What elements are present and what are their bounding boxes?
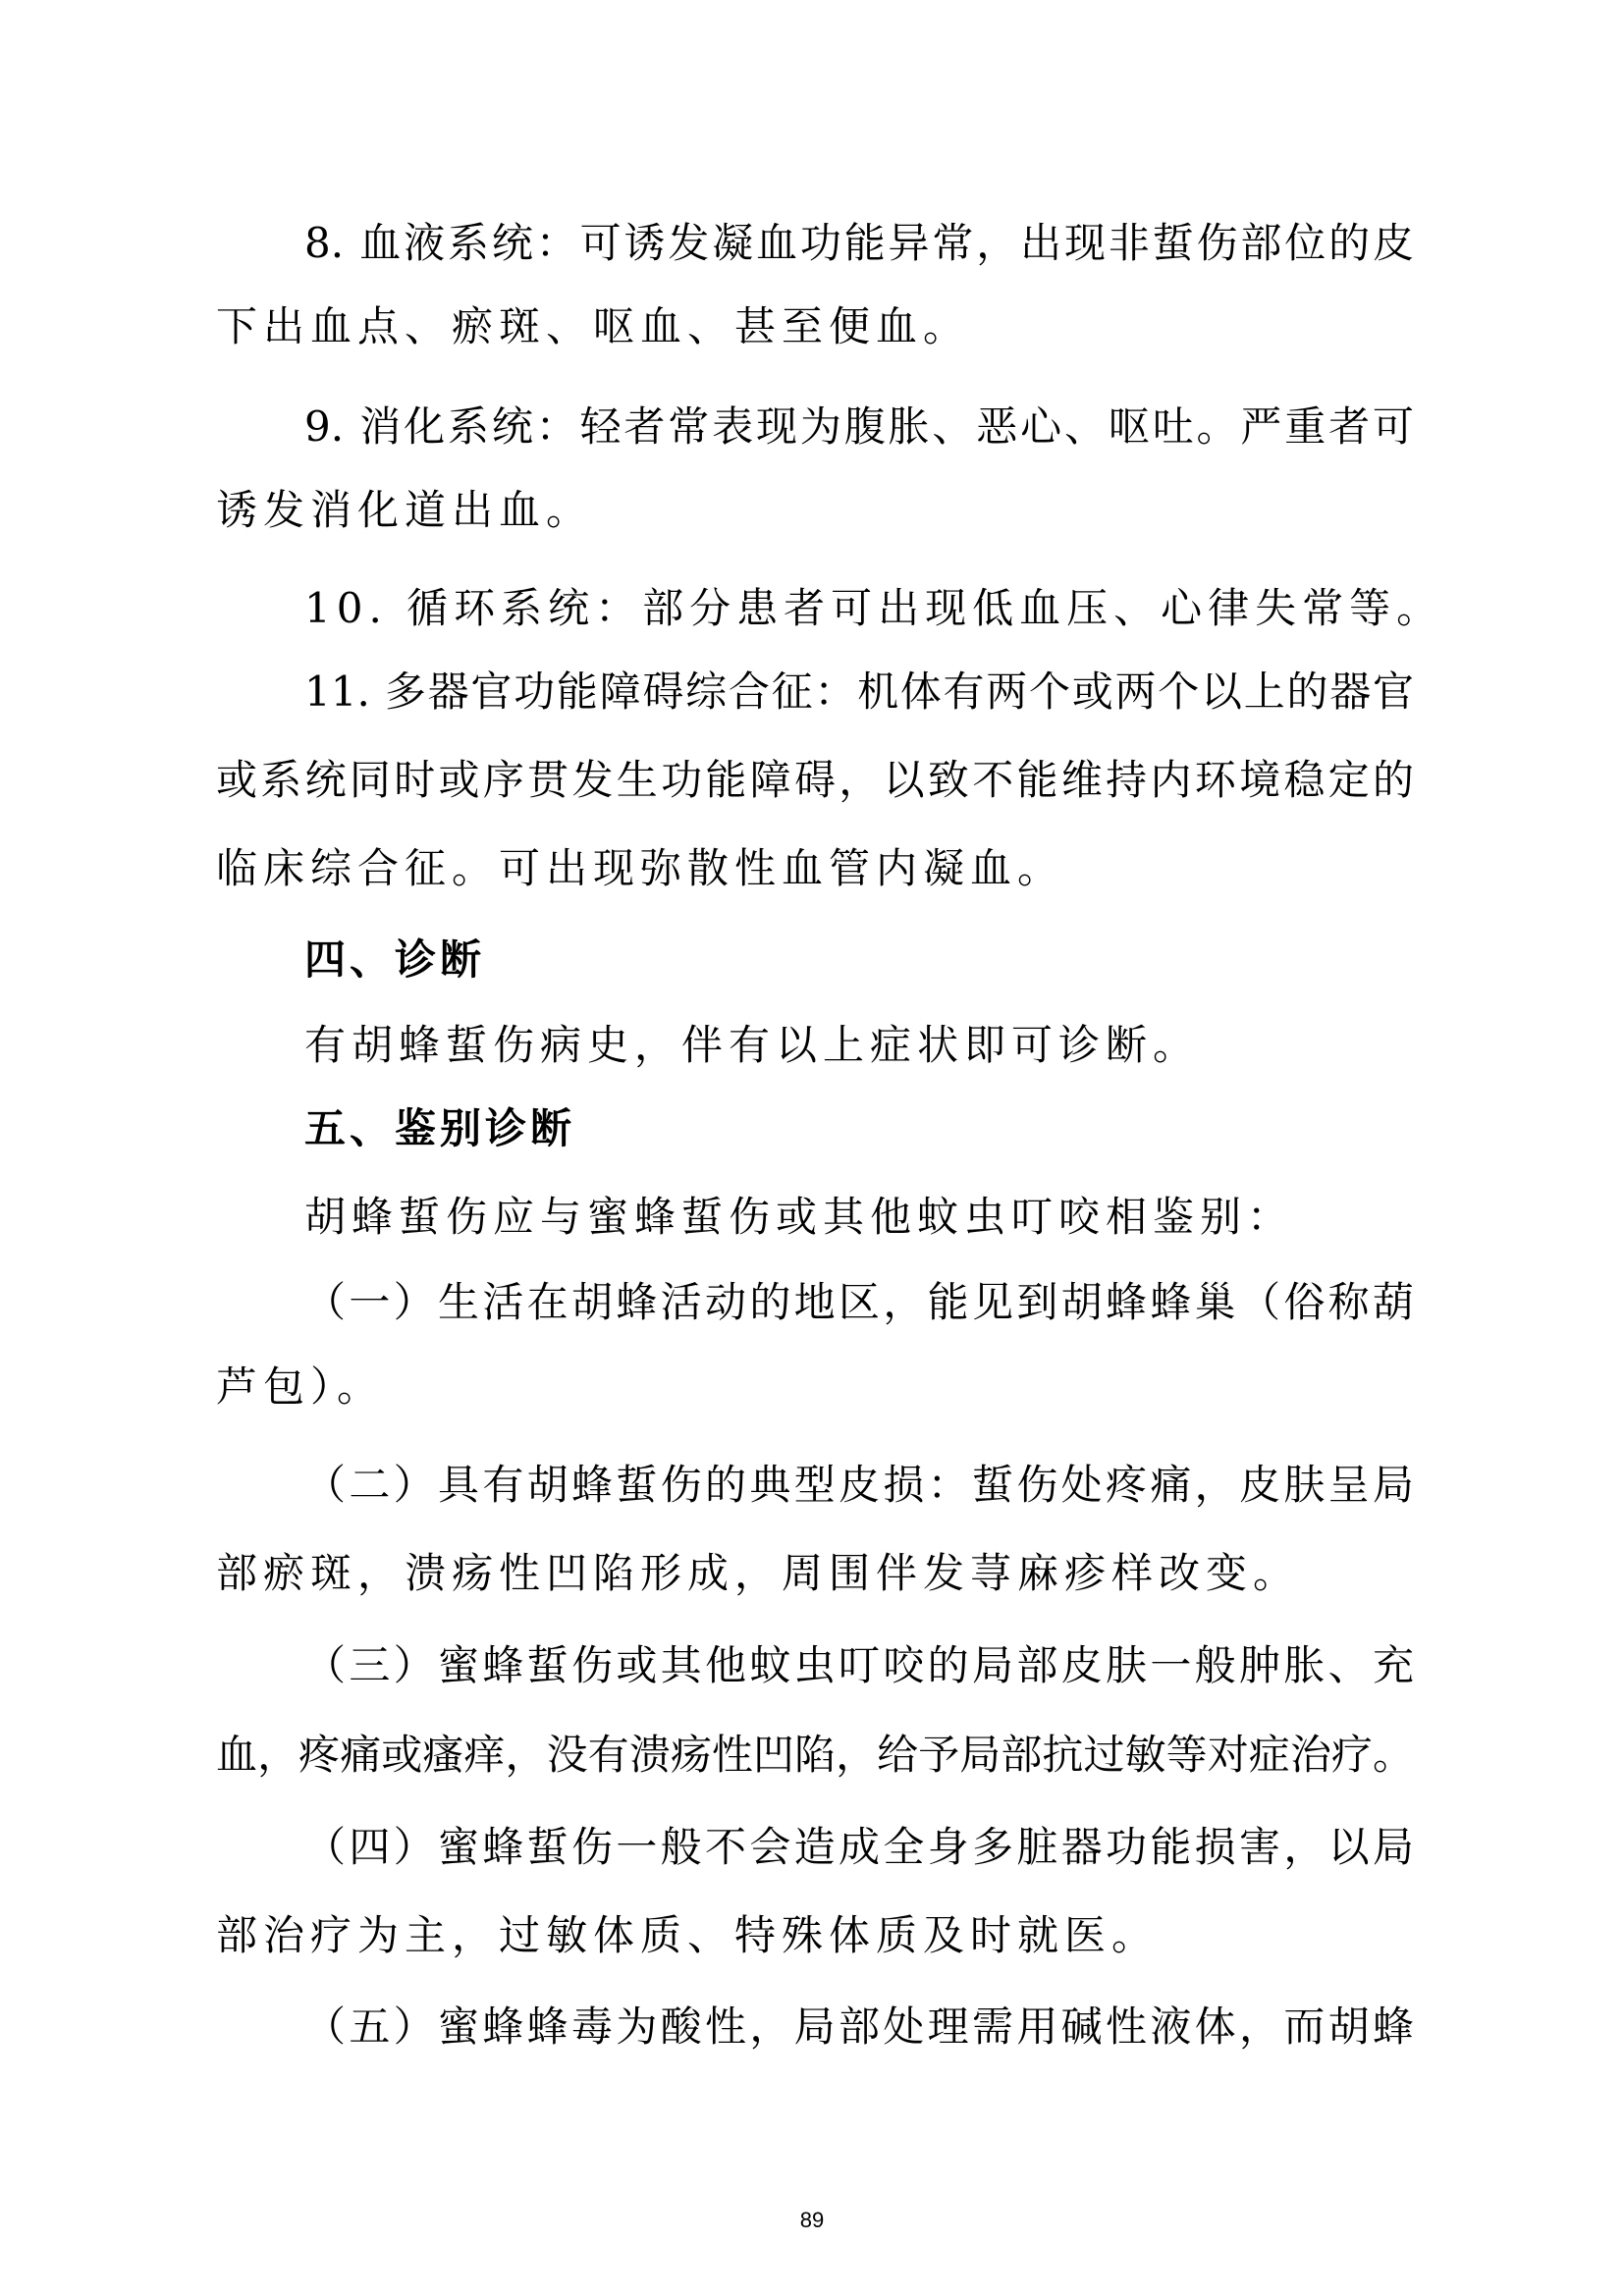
list-item-1-line2: 芦包）。 (216, 1362, 385, 1411)
paragraph-blood-system-line2: 下出血点、瘀斑、呕血、甚至便血。 (216, 302, 971, 350)
page-number: 89 (799, 2208, 825, 2232)
paragraph-differential-intro: 胡蜂蜇伤应与蜜蜂蜇伤或其他蚊虫叮咬相鉴别： (304, 1193, 1295, 1241)
paragraph-mods-line1: 11. 多器官功能障碍综合征：机体有两个或两个以上的器官 (304, 667, 1414, 716)
heading-differential-diagnosis: 五、鉴别诊断 (304, 1104, 576, 1152)
paragraph-mods-line2: 或系统同时或序贯发生功能障碍，以致不能维持内环境稳定的 (216, 756, 1414, 804)
paragraph-mods-line3: 临床综合征。可出现弥散性血管内凝血。 (216, 844, 1065, 892)
paragraph-digestive-system-line1: 9. 消化系统：轻者常表现为腹胀、恶心、呕吐。严重者可 (304, 402, 1414, 451)
paragraph-circulatory-system-line1: 10. 循环系统：部分患者可出现低血压、心律失常等。 (304, 584, 1444, 632)
list-item-1-line1: （一）生活在胡蜂活动的地区，能见到胡蜂蜂巢（俗称葫 (304, 1278, 1414, 1326)
list-item-4-line1: （四）蜜蜂蜇伤一般不会造成全身多脏器功能损害，以局 (304, 1823, 1414, 1871)
paragraph-diagnosis: 有胡蜂蜇伤病史，伴有以上症状即可诊断。 (304, 1021, 1201, 1069)
paragraph-blood-system-line1: 8. 血液系统：可诱发凝血功能异常，出现非蜇伤部位的皮 (304, 219, 1414, 267)
list-item-4-line2: 部治疗为主，过敏体质、特殊体质及时就医。 (216, 1911, 1160, 1959)
heading-diagnosis: 四、诊断 (304, 935, 486, 984)
list-item-3-line2: 血，疼痛或瘙痒，没有溃疡性凹陷，给予局部抗过敏等对症治疗。 (216, 1731, 1414, 1779)
paragraph-digestive-system-line2: 诱发消化道出血。 (216, 486, 594, 534)
list-item-2-line2: 部瘀斑，溃疡性凹陷形成，周围伴发荨麻疹样改变。 (216, 1549, 1301, 1597)
list-item-3-line1: （三）蜜蜂蜇伤或其他蚊虫叮咬的局部皮肤一般肿胀、充 (304, 1641, 1414, 1689)
list-item-5-line1: （五）蜜蜂蜂毒为酸性，局部处理需用碱性液体，而胡蜂 (304, 2002, 1414, 2051)
list-item-2-line1: （二）具有胡蜂蜇伤的典型皮损：蜇伤处疼痛，皮肤呈局 (304, 1461, 1414, 1509)
